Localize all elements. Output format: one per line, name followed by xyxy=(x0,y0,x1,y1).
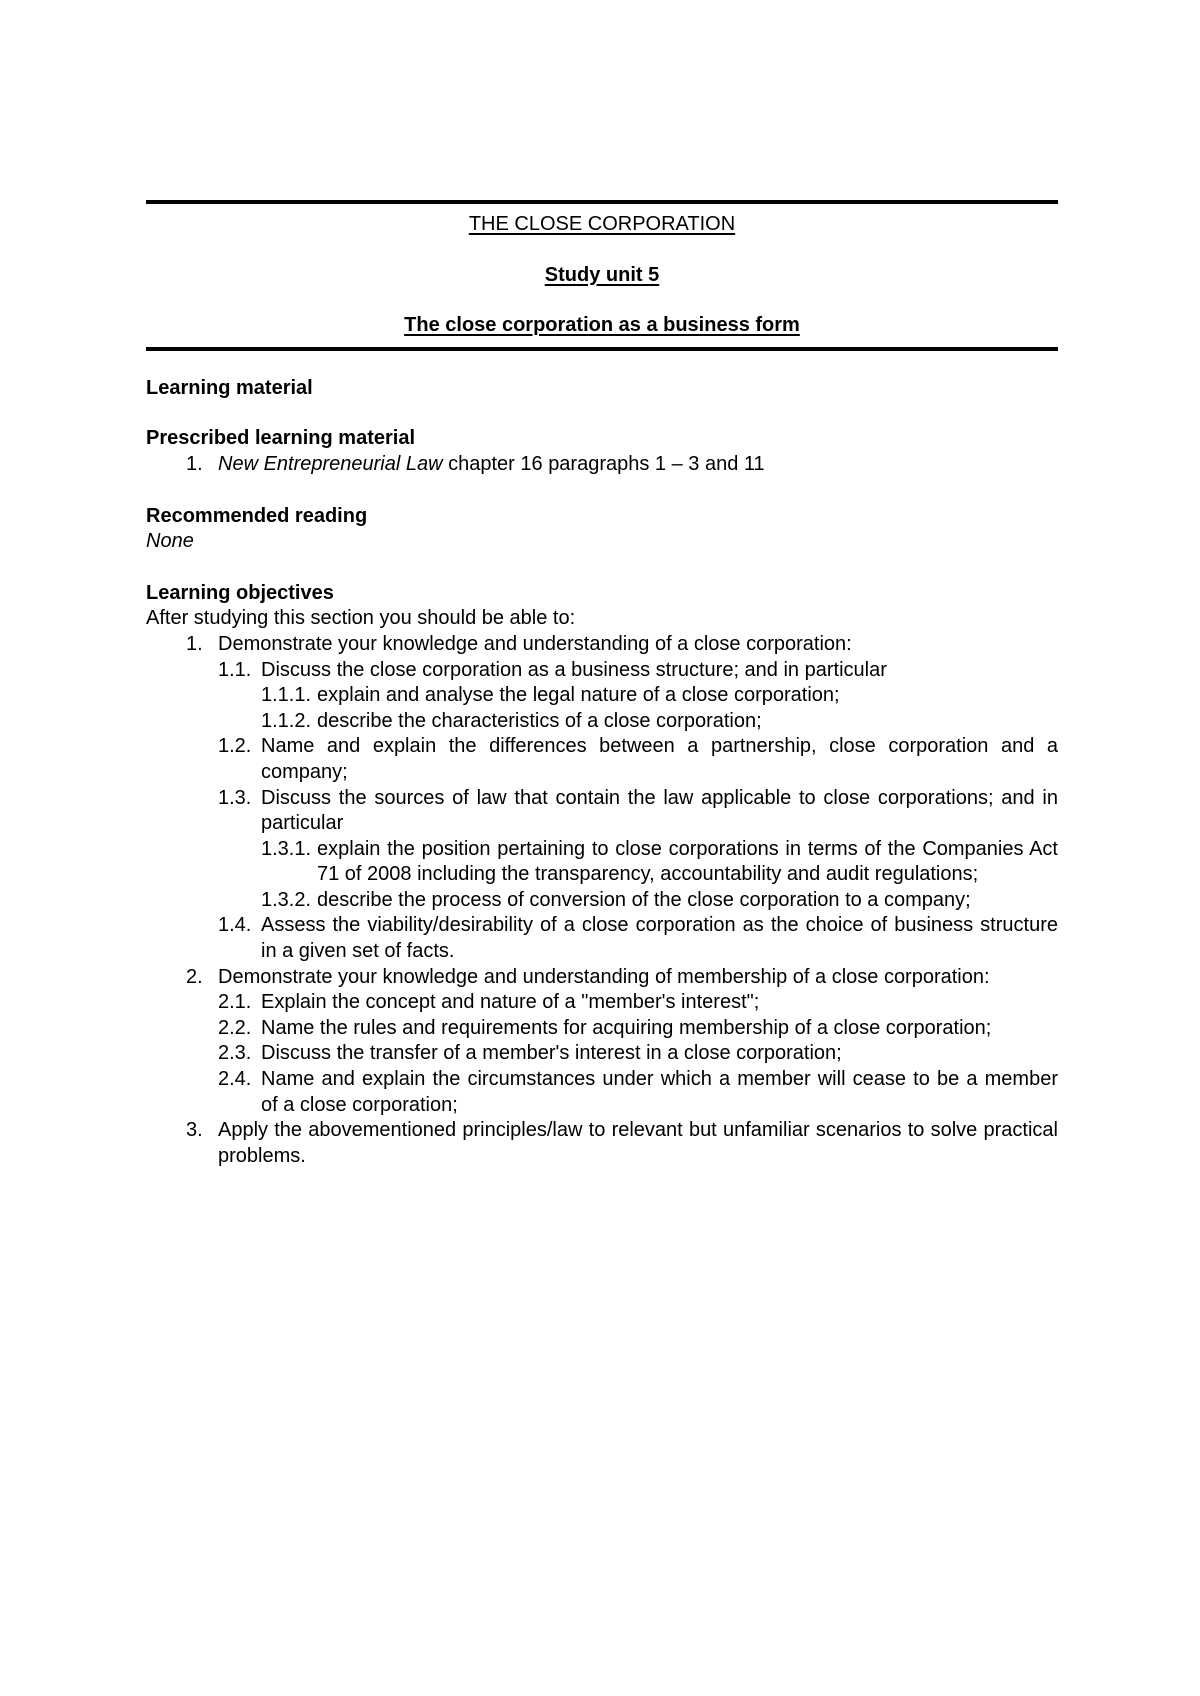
objective-text: Apply the abovementioned principles/law to relevant but unfamiliar scenarios to solve practical problems. xyxy=(218,1119,1058,1167)
objective-number: 3. xyxy=(186,1119,203,1142)
objective-item xyxy=(261,709,1058,735)
objective-number: 1.3. xyxy=(218,786,252,809)
objective-number: 2.1. xyxy=(218,991,252,1014)
objective-item xyxy=(218,1067,1058,1118)
objective-text: Name and explain the circumstances under which a member will cease to be a member of a close corporation; xyxy=(261,1068,1058,1116)
objective-number: 1.1.2. xyxy=(261,709,312,732)
objective-item xyxy=(218,1016,1058,1042)
objective-number: 1.3.1. xyxy=(261,837,312,860)
top-rule xyxy=(146,200,1058,204)
objective-text: explain and analyse the legal nature of a close corporation; xyxy=(317,684,840,707)
recommended-reading-value: None xyxy=(146,530,194,553)
objective-text: Assess the viability/desirability of a close corporation as the choice of business structure in a given set of facts. xyxy=(261,914,1058,963)
prescribed-item xyxy=(186,452,1058,478)
book-reference: chapter 16 paragraphs 1 – 3 and 11 xyxy=(442,452,765,475)
objective-text: Discuss the transfer of a member's interest in a close corporation; xyxy=(261,1042,842,1065)
objective-text: Demonstrate your knowledge and understanding of a close corporation: xyxy=(218,632,852,655)
book-title: New Entrepreneurial Law xyxy=(218,452,443,475)
learning-objectives-heading: Learning objectives xyxy=(146,581,334,604)
objective-text: Name the rules and requirements for acquiring membership of a close corporation; xyxy=(261,1016,992,1039)
objective-number: 1.4. xyxy=(218,914,252,937)
objective-item xyxy=(218,990,1058,1016)
objective-text: explain the position pertaining to close corporations in terms of the Companies Act 71 of 2008 including the transparency, accountability and audit regulations; xyxy=(317,837,1058,886)
objective-item xyxy=(186,1118,1058,1169)
objective-number: 1.1.1. xyxy=(261,684,312,707)
prescribed-item-text xyxy=(218,452,1058,478)
objective-text: Explain the concept and nature of a "member's interest"; xyxy=(261,991,760,1014)
objective-item xyxy=(261,837,1058,888)
objective-text: describe the characteristics of a close corporation; xyxy=(317,709,762,732)
recommended-reading-heading: Recommended reading xyxy=(146,504,368,527)
learning-material-heading: Learning material xyxy=(146,376,313,399)
objective-text: Discuss the close corporation as a business structure; and in particular xyxy=(261,658,887,681)
study-unit-heading: Study unit 5 xyxy=(544,263,660,286)
objective-item xyxy=(186,632,1058,658)
learning-objectives-list xyxy=(146,632,1058,1169)
objective-text: describe the process of conversion of the close corporation to a company; xyxy=(317,888,971,911)
objective-item xyxy=(218,734,1058,785)
objective-item xyxy=(218,786,1058,837)
objective-number: 2.4. xyxy=(218,1068,252,1091)
objective-item xyxy=(261,888,1058,914)
objective-text: Name and explain the differences between a partnership, close corporation and a company; xyxy=(261,735,1058,783)
objective-number: 2.3. xyxy=(218,1042,252,1065)
objective-number: 2. xyxy=(186,965,203,988)
objective-number: 1.3.2. xyxy=(261,888,312,911)
prescribed-material-heading: Prescribed learning material xyxy=(146,427,416,450)
objective-item xyxy=(218,658,1058,684)
document-page xyxy=(146,200,1058,1169)
objective-item xyxy=(218,913,1058,964)
objective-item xyxy=(186,965,1058,991)
objective-text: Discuss the sources of law that contain the law applicable to close corporations; and in particular xyxy=(261,786,1058,835)
objective-number: 1. xyxy=(186,632,203,655)
objective-number: 2.2. xyxy=(218,1016,252,1039)
objective-number: 1.2. xyxy=(218,735,252,758)
learning-objectives-intro: After studying this section you should be able to: xyxy=(146,607,576,630)
document-subtitle: The close corporation as a business form xyxy=(404,314,800,337)
objective-number: 1.1. xyxy=(218,658,252,681)
objective-item xyxy=(261,683,1058,709)
document-title: THE CLOSE CORPORATION xyxy=(468,213,736,235)
prescribed-item-number: 1. xyxy=(186,452,203,475)
objective-text: Demonstrate your knowledge and understanding of membership of a close corporation: xyxy=(218,965,990,988)
objective-item xyxy=(218,1041,1058,1067)
